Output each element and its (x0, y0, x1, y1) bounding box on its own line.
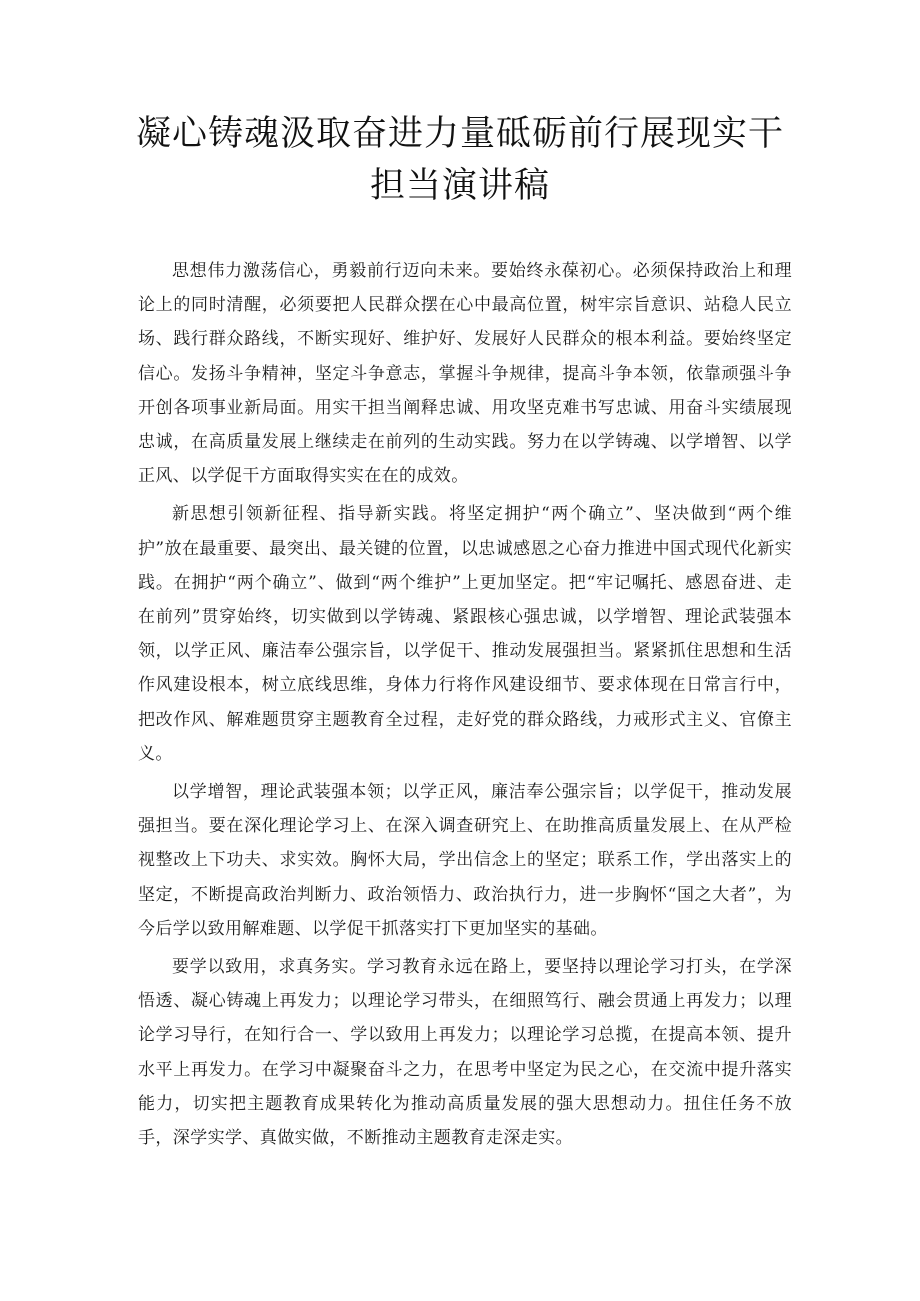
paragraph-1: 思想伟力激荡信心，勇毅前行迈向未来。要始终永葆初心。必须保持政治上和理论上的同时清醒，必须要把人民群众摆在心中最高位置，树牢宗旨意识、站稳人民立场、践行群众路线，不断实现好、维护好、发展好人民群众的根本利益。要始终坚定信心。发扬斗争精神，坚定斗争意志，掌握斗争规律，提高斗争本领，依靠顽强斗争开创各项事业新局面。用实干担当阐释忠诚、用攻坚克难书写忠诚、用奋斗实绩展现忠诚，在高质量发展上继续走在前列的生动实践。努力在以学铸魂、以学增智、以学正风、以学促干方面取得实实在在的成效。 (138, 261, 792, 487)
paragraph-2: 新思想引领新征程、指导新实践。将坚定拥护“两个确立”、坚决做到“两个维护”放在最重要、最突出、最关键的位置，以忠诚感恩之心奋力推进中国式现代化新实践。在拥护“两个确立”、做到“两个维护”上更加坚定。把“牢记嘱托、感恩奋进、走在前列”贯穿始终，切实做到以学铸魂、紧跟核心强忠诚，以学增智、理论武装强本领，以学正风、廉洁奉公强宗旨，以学促干、推动发展强担当。紧紧抓住思想和生活作风建设根本，树立底线思维，身体力行将作风建设细节、要求体现在日常言行中，把改作风、解难题贯穿主题教育全过程，走好党的群众路线，力戒形式主义、官僚主义。 (138, 504, 792, 764)
document-body (138, 254, 792, 1159)
paragraph-3: 以学增智，理论武装强本领；以学正风，廉洁奉公强宗旨；以学促干，推动发展强担当。要在深化理论学习上、在深入调查研究上、在助推高质量发展上、在从严检视整改上下功夫、求实效。胸怀大局，学出信念上的坚定；联系工作，学出落实上的坚定，不断提高政治判断力、政治领悟力、政治执行力，进一步胸怀“国之大者”，为今后学以致用解难题、以学促干抓落实打下更加坚实的基础。 (138, 782, 792, 939)
document-title-line-2: 担当演讲稿 (369, 166, 550, 206)
paragraph-4: 要学以致用，求真务实。学习教育永远在路上，要坚持以理论学习打头，在学深悟透、凝心铸魂上再发力；以理论学习带头，在细照笃行、融会贯通上再发力；以理论学习导行，在知行合一、学以致用上再发力；以理论学习总揽，在提高本领、提升水平上再发力。在学习中凝聚奋斗之力，在思考中坚定为民之心，在交流中提升落实能力，切实把主题教育成果转化为推动高质量发展的强大思想动力。扭住任务不放手，深学实学、真做实做，不断推动主题教育走深走实。 (138, 957, 792, 1149)
document-title-line-1: 凝心铸魂汲取奋进力量砥砺前行展现实干 (135, 114, 784, 154)
